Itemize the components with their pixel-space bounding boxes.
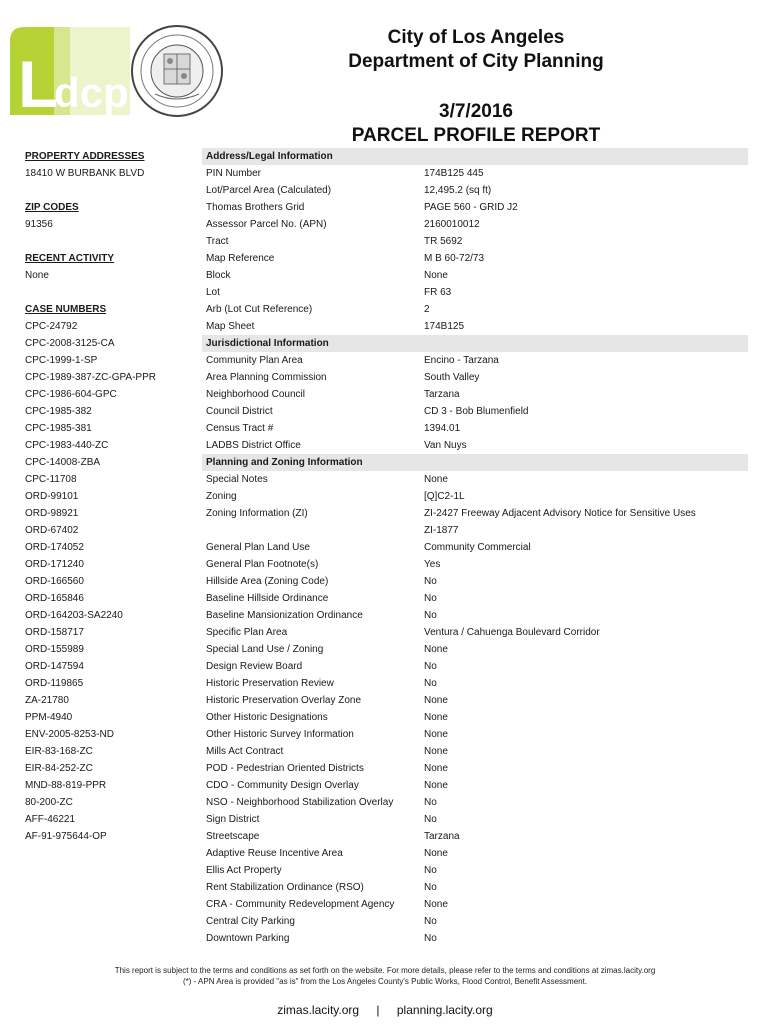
case-number: CPC-2008-3125-CA [25,338,115,349]
info-label: General Plan Land Use [206,542,310,553]
info-label: PIN Number [206,168,262,179]
info-label: Hillside Area (Zoning Code) [206,576,329,587]
case-number: ZA-21780 [25,695,69,706]
case-number: AFF-46221 [25,814,76,825]
info-label: Tract [206,236,229,247]
info-label: Map Sheet [206,321,255,332]
info-row [202,488,748,505]
section-heading: Jurisdictional Information [202,335,748,352]
case-number: ORD-174052 [25,542,84,553]
case-number: PPM-4940 [25,712,73,723]
info-label: POD - Pedestrian Oriented Districts [206,763,364,774]
info-value: No [424,814,437,825]
info-label: NSO - Neighborhood Stabilization Overlay [206,797,394,808]
info-row [202,862,748,879]
info-value: Yes [424,559,441,570]
case-number: ORD-166560 [25,576,84,587]
case-number: MND-88-819-PPR [25,780,107,791]
info-value: None [424,695,448,706]
case-number: CPC-11708 [25,474,77,485]
section-heading: Planning and Zoning Information [202,454,748,471]
case-number: ENV-2005-8253-ND [25,729,114,740]
info-label: Downtown Parking [206,933,290,944]
city-title: City of Los Angeles [387,27,565,48]
info-row [202,420,748,437]
zip-code: 91356 [25,219,53,230]
case-number: ORD-99101 [25,491,79,502]
zimas-link[interactable]: zimas.lacity.org [277,1003,360,1017]
info-row [202,386,748,403]
info-value: PAGE 560 - GRID J2 [424,202,518,213]
info-label: Rent Stabilization Ordinance (RSO) [206,882,364,893]
info-value: None [424,712,448,723]
disclaimer [0,965,770,987]
case-number: CPC-14008-ZBA [25,457,101,468]
info-label: Other Historic Designations [206,712,328,723]
info-row [202,641,748,658]
info-value: None [424,848,448,859]
disclaimer-line-1: This report is subject to the terms and conditions as set forth on the website. For more details, please refer to the terms and conditions at zimas.lacity.org [114,966,656,975]
info-value: Encino - Tarzana [424,355,499,366]
info-label: Community Plan Area [206,355,303,366]
case-number: ORD-165846 [25,593,84,604]
info-value: CD 3 - Bob Blumenfield [424,406,529,417]
info-row [202,199,748,216]
report-title: PARCEL PROFILE REPORT [351,125,601,146]
info-row [202,760,748,777]
info-row [202,216,748,233]
info-row [202,692,748,709]
case-number: CPC-1986-604-GPC [25,389,117,400]
recent-activity-heading: RECENT ACTIVITY [25,253,115,264]
info-label: Sign District [206,814,260,825]
info-row [202,930,748,947]
info-value: No [424,865,437,876]
info-row [202,828,748,845]
info-value: No [424,933,437,944]
info-label: Mills Act Contract [206,746,284,757]
info-label: Historic Preservation Review [206,678,334,689]
info-row [202,267,748,284]
info-value: ZI-2427 Freeway Adjacent Advisory Notice for Sensitive Uses [424,508,696,519]
info-label: CDO - Community Design Overlay [206,780,359,791]
info-row [202,845,748,862]
info-value: None [424,899,448,910]
info-row [202,318,748,335]
info-row [202,437,748,454]
case-number: ORD-67402 [25,525,79,536]
info-label: Specific Plan Area [206,627,288,638]
info-row [202,352,748,369]
info-row [202,726,748,743]
info-row [202,896,748,913]
info-row [202,811,748,828]
info-row [202,794,748,811]
case-number: ORD-171240 [25,559,84,570]
info-row [202,709,748,726]
info-row [202,573,748,590]
info-value: Tarzana [424,389,460,400]
city-seal-icon [130,24,224,118]
case-number: ORD-98921 [25,508,79,519]
case-number: ORD-119865 [25,678,84,689]
info-value: Van Nuys [424,440,467,451]
info-label: Zoning [206,491,237,502]
info-label: Design Review Board [206,661,303,672]
info-label: Streetscape [206,831,260,842]
info-value: [Q]C2-1L [424,491,465,502]
info-value: No [424,916,437,927]
info-label: Other Historic Survey Information [206,729,354,740]
info-row [202,624,748,641]
info-row [202,284,748,301]
info-value: No [424,593,437,604]
info-row [202,675,748,692]
case-number: ORD-155989 [25,644,84,655]
case-number: CPC-1989-387-ZC-GPA-PPR [25,372,156,383]
info-row [202,471,748,488]
case-number: ORD-158717 [25,627,84,638]
info-row [202,165,748,182]
case-number: 80-200-ZC [25,797,73,808]
info-label [202,522,424,539]
info-value: No [424,797,437,808]
info-row [202,250,748,267]
info-label: Lot [206,287,220,298]
case-number: ORD-164203-SA2240 [25,610,123,621]
info-value: None [424,746,448,757]
info-label: Central City Parking [206,916,295,927]
case-number: CPC-24792 [25,321,78,332]
info-label: Adaptive Reuse Incentive Area [206,848,343,859]
case-number: EIR-83-168-ZC [25,746,93,757]
info-value: None [424,474,448,485]
info-row [202,522,748,539]
info-label: Special Notes [206,474,268,485]
info-value: No [424,678,437,689]
info-value: 12,495.2 (sq ft) [424,185,492,196]
info-row [202,658,748,675]
report-header [268,26,684,148]
recent-activity: None [25,270,49,281]
info-label: Map Reference [206,253,275,264]
info-value: Tarzana [424,831,460,842]
info-label: CRA - Community Redevelopment Agency [206,899,395,910]
info-label: Census Tract # [206,423,274,434]
case-number: CPC-1985-382 [25,406,92,417]
info-label: Block [206,270,231,281]
info-value: ZI-1877 [424,525,459,536]
case-number: ORD-147594 [25,661,84,672]
section-heading: Address/Legal Information [202,148,748,165]
footer-separator: | [376,1003,380,1017]
disclaimer-line-2: (*) - APN Area is provided "as is" from the Los Angeles County's Public Works, Flood Control, Benefit Assessment. [182,977,588,986]
info-label: General Plan Footnote(s) [206,559,319,570]
left-column [25,148,195,845]
info-value: No [424,882,437,893]
info-value: 2160010012 [424,219,480,230]
info-value: Community Commercial [424,542,531,553]
info-value: FR 63 [424,287,452,298]
footer-links [0,1003,770,1017]
info-value: None [424,780,448,791]
info-label: Neighborhood Council [206,389,305,400]
info-value: South Valley [424,372,480,383]
info-label: Special Land Use / Zoning [206,644,324,655]
info-label: Lot/Parcel Area (Calculated) [206,185,332,196]
info-value: None [424,644,448,655]
info-value: 174B125 [424,321,465,332]
info-row [202,913,748,930]
info-row [202,301,748,318]
planning-link[interactable]: planning.lacity.org [396,1003,493,1017]
info-row [202,556,748,573]
case-number: CPC-1999-1-SP [25,355,98,366]
info-value: Ventura / Cahuenga Boulevard Corridor [424,627,600,638]
info-value: None [424,270,448,281]
case-number: CPC-1983-440-ZC [25,440,109,451]
report-date: 3/7/2016 [439,101,513,122]
info-row [202,233,748,250]
info-row [202,505,748,522]
info-value: No [424,576,437,587]
info-row [202,879,748,896]
info-label: Baseline Mansionization Ordinance [206,610,363,621]
info-row [202,777,748,794]
info-value: No [424,661,437,672]
department-title: Department of City Planning [348,51,604,72]
info-label: Thomas Brothers Grid [206,202,305,213]
info-label: Council District [206,406,273,417]
property-address: 18410 W BURBANK BLVD [25,168,145,179]
property-addresses-heading: PROPERTY ADDRESSES [25,151,145,162]
case-number: CPC-1985-381 [25,423,92,434]
info-label: Area Planning Commission [206,372,327,383]
info-row [202,403,748,420]
info-row [202,590,748,607]
case-numbers-list [25,318,195,845]
info-row [202,369,748,386]
info-value: No [424,610,437,621]
zip-codes-heading: ZIP CODES [25,202,79,213]
info-label: Ellis Act Property [206,865,282,876]
info-value: M B 60-72/73 [424,253,485,264]
svg-text:dcp: dcp [54,69,129,115]
case-number: EIR-84-252-ZC [25,763,93,774]
info-label: Zoning Information (ZI) [206,508,308,519]
info-row [202,182,748,199]
info-label: Baseline Hillside Ordinance [206,593,329,604]
info-value: None [424,763,448,774]
case-number: AF-91-975644-OP [25,831,107,842]
info-row [202,743,748,760]
info-value: TR 5692 [424,236,463,247]
info-value: None [424,729,448,740]
info-value: 2 [424,304,430,315]
info-row [202,607,748,624]
info-value: 1394.01 [424,423,461,434]
ladcp-logo [10,27,130,115]
case-numbers-heading: CASE NUMBERS [25,304,107,315]
info-label: Arb (Lot Cut Reference) [206,304,313,315]
info-row [202,539,748,556]
info-label: Historic Preservation Overlay Zone [206,695,362,706]
svg-text:L: L [18,47,59,115]
parcel-details [202,148,748,947]
info-label: Assessor Parcel No. (APN) [206,219,327,230]
info-label: LADBS District Office [206,440,301,451]
info-value: 174B125 445 [424,168,484,179]
